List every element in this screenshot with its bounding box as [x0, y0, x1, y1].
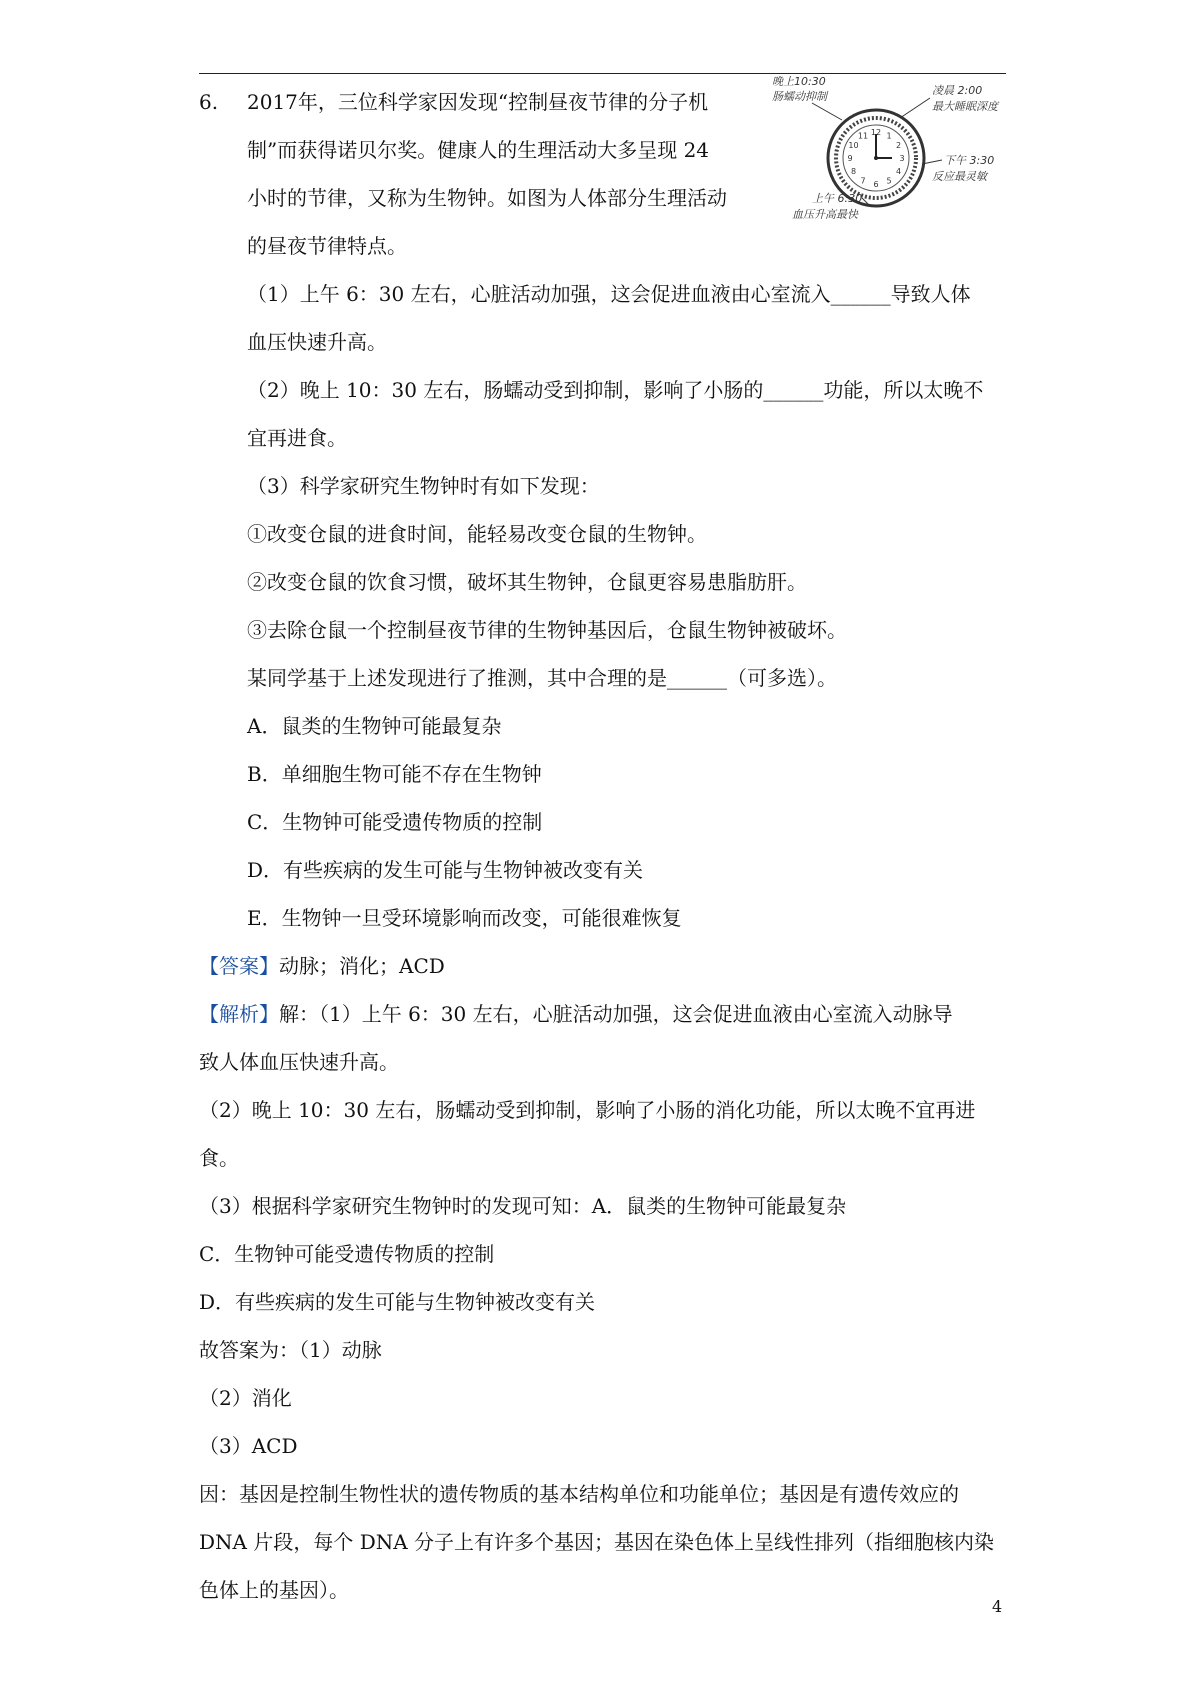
analysis-line: D．有些疾病的发生可能与生物钟被改变有关 [199, 1290, 596, 1314]
leader-line [900, 98, 930, 118]
option-c: C．生物钟可能受遗传物质的控制 [247, 810, 543, 834]
label-afternoon-event: 反应最灵敏 [932, 170, 987, 183]
option-e: E．生物钟一旦受环境影响而改变，可能很难恢复 [247, 906, 682, 930]
analysis-line: （2）晚上 10：30 左右，肠蠕动受到抑制，影响了小肠的消化功能，所以太晚不宜再进 [199, 1098, 976, 1122]
option-a: A．鼠类的生物钟可能最复杂 [247, 714, 502, 738]
clock-dial-number: 6 [873, 180, 879, 189]
question-stem-line: 小时的节律，又称为生物钟。如图为人体部分生理活动 [247, 186, 727, 210]
question-part-line: 血压快速升高。 [247, 330, 387, 354]
analysis-line: 色体上的基因）。 [199, 1578, 349, 1602]
label-morning-event: 血压升高最快 [792, 208, 858, 221]
clock-center [874, 156, 878, 160]
label-morning-time: 上午 6:30 [812, 192, 863, 205]
label-evening-event: 肠蠕动抑制 [772, 90, 827, 103]
question-part-line: 某同学基于上述发现进行了推测，其中合理的是______（可多选）。 [247, 666, 837, 690]
leader-line [812, 103, 842, 120]
question-part-line: ③去除仓鼠一个控制昼夜节律的生物钟基因后，仓鼠生物钟被破坏。 [247, 618, 847, 642]
label-afternoon-time: 下午 3:30 [944, 154, 995, 167]
question-part-line: （1）上午 6：30 左右，心脏活动加强，这会促进血液由心室流入______导致人体 [247, 282, 971, 306]
circadian-clock-figure [772, 76, 1020, 238]
question-part-line: 宜再进食。 [247, 426, 347, 450]
label-night-event: 最大睡眠深度 [932, 100, 998, 113]
analysis-line: （2）消化 [199, 1386, 292, 1410]
question-part-line: （3）科学家研究生物钟时有如下发现： [247, 474, 600, 498]
label-night-time: 凌晨 2:00 [932, 84, 983, 97]
question-part-line: （2）晚上 10：30 左右，肠蠕动受到抑制，影响了小肠的______功能，所以太晚不 [247, 378, 984, 402]
question-part-line: ②改变仓鼠的饮食习惯，破坏其生物钟，仓鼠更容易患脂肪肝。 [247, 570, 807, 594]
clock-dial-number: 10 [848, 141, 859, 150]
answer-tag: 【答案】 [199, 954, 279, 978]
clock-dial-number: 7 [860, 176, 866, 186]
analysis-tag: 【解析】 [199, 1002, 279, 1026]
answer-line [199, 954, 445, 978]
clock-dial-number: 8 [850, 167, 857, 176]
analysis-line: 致人体血压快速升高。 [199, 1050, 399, 1074]
analysis-line: （3）根据科学家研究生物钟时的发现可知：A．鼠类的生物钟可能最复杂 [199, 1194, 847, 1218]
clock-dial-number: 4 [895, 167, 902, 176]
clock-dial-number: 9 [847, 154, 853, 163]
question-part-line: ①改变仓鼠的进食时间，能轻易改变仓鼠的生物钟。 [247, 522, 707, 546]
page-number: 4 [992, 1597, 1003, 1616]
clock-dial-number: 2 [895, 141, 902, 150]
question-number: 6. [199, 90, 219, 114]
clock-dial-number: 11 [857, 131, 869, 141]
analysis-line [199, 1002, 953, 1026]
question-stem-line: 2017年，三位科学家因发现“控制昼夜节律的分子机 [247, 90, 709, 114]
clock-dial-number: 5 [886, 176, 892, 186]
question-stem-line: 的昼夜节律特点。 [247, 234, 407, 258]
clock-dial-number: 3 [899, 154, 905, 163]
clock-dial-number: 1 [886, 131, 892, 141]
analysis-line: （3）ACD [199, 1434, 298, 1458]
clock-dial-number: 12 [870, 128, 882, 137]
analysis-line: 食。 [199, 1146, 239, 1170]
option-d: D．有些疾病的发生可能与生物钟被改变有关 [247, 858, 644, 882]
analysis-first: 解：（1）上午 6：30 左右，心脏活动加强，这会促进血液由心室流入动脉导 [279, 1002, 953, 1026]
answer-text: 动脉；消化；ACD [279, 954, 445, 978]
question-stem-line: 制”而获得诺贝尔奖。健康人的生理活动大多呈现 24 [247, 138, 710, 162]
label-evening-time: 晚上10:30 [772, 76, 826, 88]
option-b: B．单细胞生物可能不存在生物钟 [247, 762, 542, 786]
analysis-line: DNA 片段，每个 DNA 分子上有许多个基因；基因在染色体上呈线性排列（指细胞核内染 [199, 1530, 995, 1554]
analysis-line: C．生物钟可能受遗传物质的控制 [199, 1242, 495, 1266]
header-rule [199, 73, 1006, 74]
analysis-line: 因：基因是控制生物性状的遗传物质的基本结构单位和功能单位；基因是有遗传效应的 [199, 1482, 959, 1506]
analysis-line: 故答案为：（1）动脉 [199, 1338, 382, 1362]
